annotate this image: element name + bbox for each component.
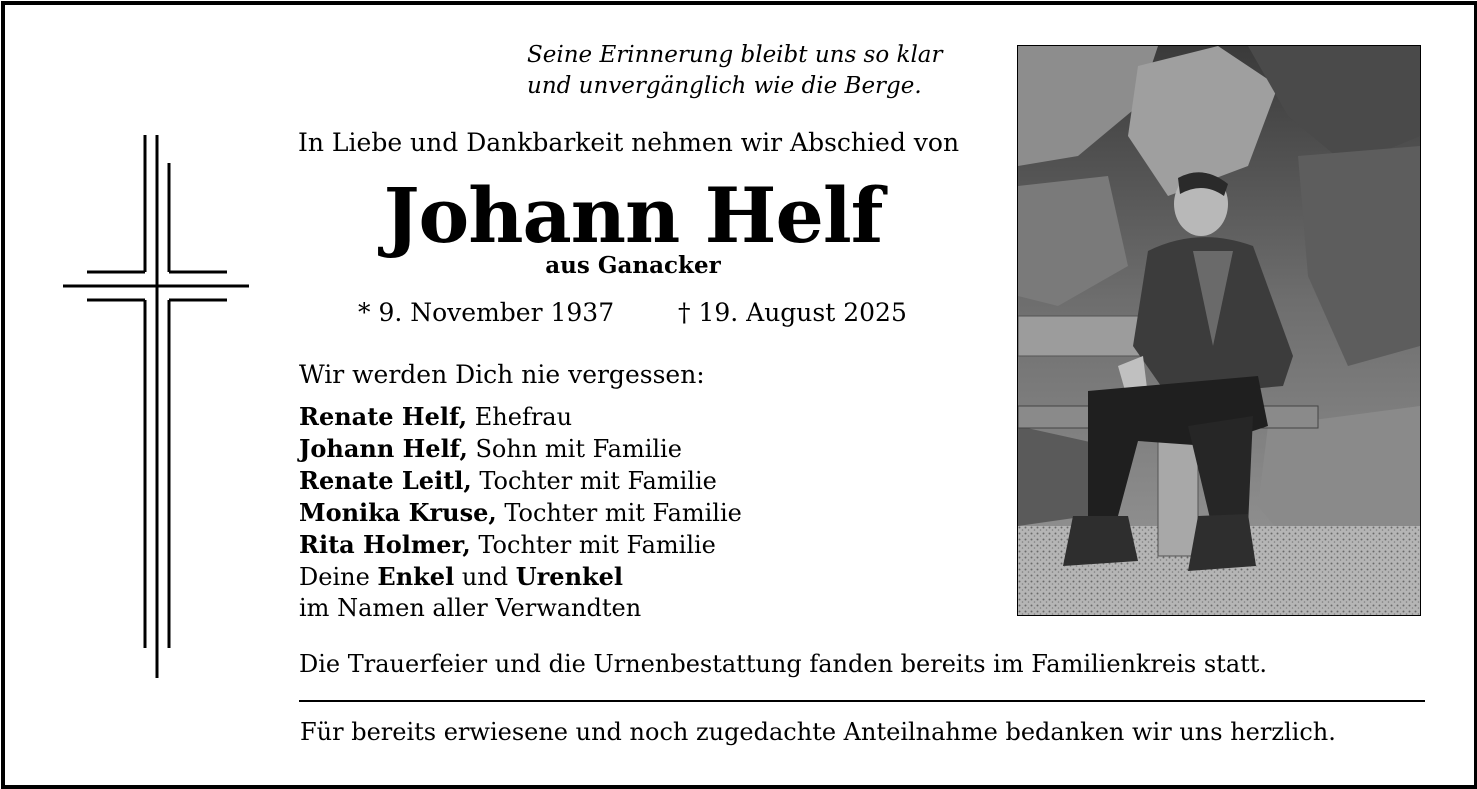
death-date: † 19. August 2025 bbox=[678, 298, 907, 327]
mourner-name: Rita Holmer, bbox=[299, 530, 471, 559]
great-grandchildren-label: Urenkel bbox=[515, 562, 624, 591]
list-item bbox=[299, 497, 742, 529]
mourner-relation: Tochter mit Familie bbox=[470, 531, 716, 559]
quote-line-2: und unvergänglich wie die Berge. bbox=[527, 73, 922, 99]
portrait-photo bbox=[1017, 45, 1421, 616]
grandchildren-und: und bbox=[454, 563, 516, 591]
mourner-name: Renate Leitl, bbox=[299, 466, 472, 495]
birth-date: * 9. November 1937 bbox=[358, 298, 615, 327]
relatives-line: im Namen aller Verwandten bbox=[299, 594, 642, 622]
mourner-name: Johann Helf, bbox=[299, 434, 468, 463]
mourner-relation: Tochter mit Familie bbox=[471, 467, 717, 495]
ceremony-note: Die Trauerfeier und die Urnenbestattung fanden bereits im Familienkreis statt. bbox=[299, 650, 1268, 678]
grandchildren-prefix: Deine bbox=[299, 563, 378, 591]
mourner-relation: Ehefrau bbox=[467, 403, 573, 431]
list-item bbox=[299, 465, 742, 497]
mourner-relation: Tochter mit Familie bbox=[496, 499, 742, 527]
list-item bbox=[299, 401, 742, 433]
quote-line-1: Seine Erinnerung bleibt uns so klar bbox=[527, 42, 943, 68]
grandchildren-label: Enkel bbox=[377, 562, 455, 591]
thanks-text: Für bereits erwiesene und noch zugedachte Anteilnahme bedanken wir uns herzlich. bbox=[300, 718, 1336, 746]
mourners-list bbox=[299, 401, 742, 624]
grandchildren-line bbox=[299, 561, 742, 593]
mourner-relation: Sohn mit Familie bbox=[467, 435, 682, 463]
mourners-intro: Wir werden Dich nie vergessen: bbox=[299, 360, 705, 389]
cross-icon bbox=[55, 130, 255, 682]
list-item bbox=[299, 529, 742, 561]
divider bbox=[299, 700, 1425, 702]
mourner-name: Monika Kruse, bbox=[299, 498, 497, 527]
intro-text: In Liebe und Dankbarkeit nehmen wir Abschied von bbox=[298, 128, 960, 157]
memorial-quote bbox=[527, 40, 943, 102]
mourner-name: Renate Helf, bbox=[299, 402, 468, 431]
list-item bbox=[299, 433, 742, 465]
deceased-name: Johann Helf bbox=[383, 171, 883, 260]
deceased-origin: aus Ganacker bbox=[545, 252, 721, 279]
